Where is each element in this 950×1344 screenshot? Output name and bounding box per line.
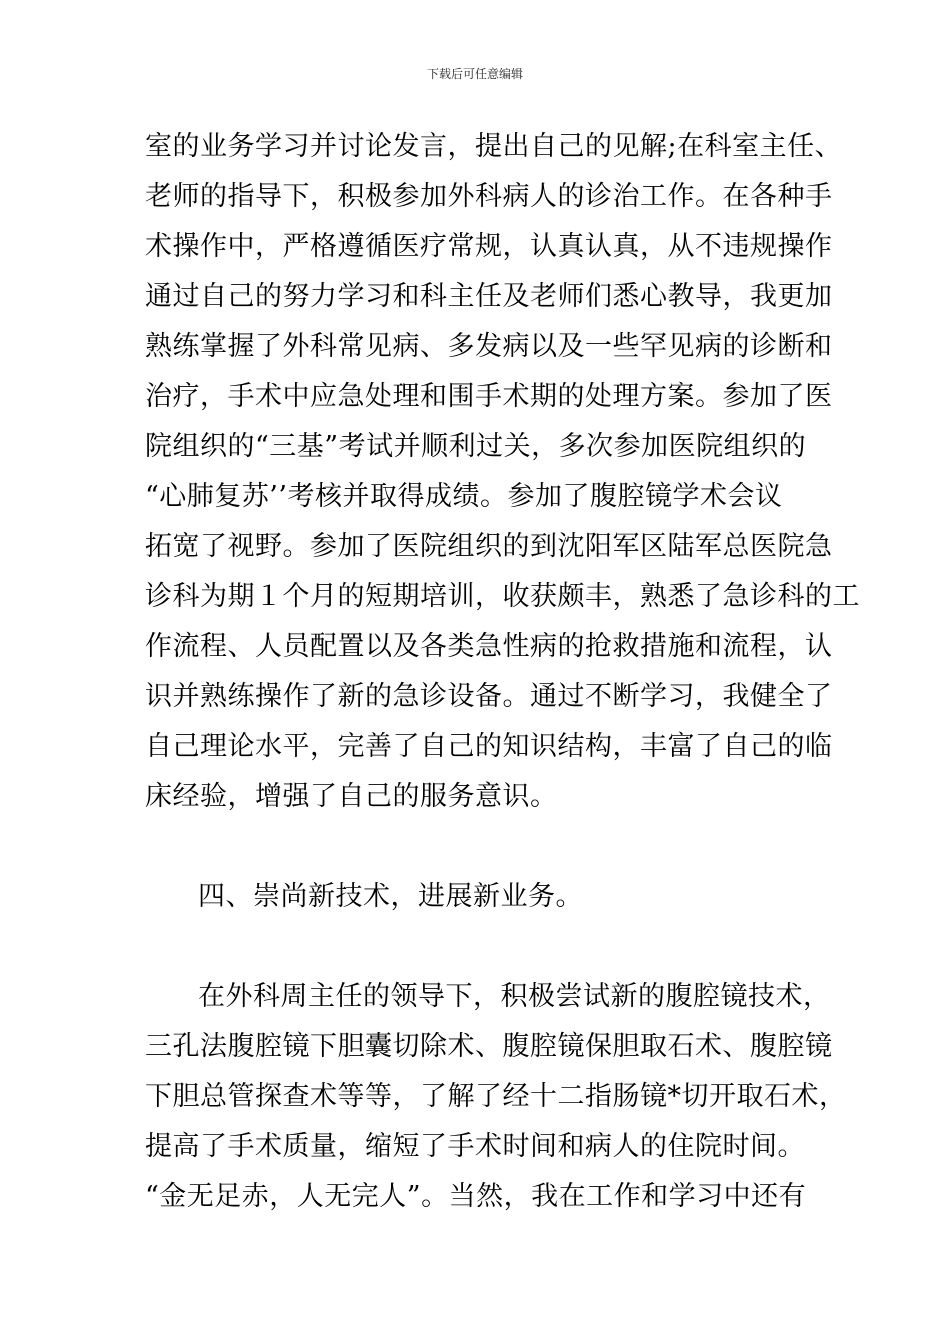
text-line: 诊科为期１个月的短期培训，收获颇丰，熟悉了急诊科的工 (145, 581, 860, 612)
page-header-note: 下载后可任意编辑 (426, 67, 523, 81)
text-line: 院组织的“三基”考试并顺利过关，多次参加医院组织的 (145, 431, 807, 462)
text-line: 三孔法腹腔镜下胆囊切除术、腹腔镜保胆取石术、腹腔镜 (145, 1031, 833, 1062)
text-line: 自己理论水平，完善了自己的知识结构，丰富了自己的临 (145, 731, 833, 762)
section-heading: 四、崇尚新技术，进展新业务。 (198, 881, 583, 912)
text-line: 作流程、人员配置以及各类急性病的抢救措施和流程，认 (145, 631, 833, 662)
text-line: 老师的指导下，积极参加外科病人的诊治工作。在各种手 (145, 181, 833, 212)
text-line: 室的业务学习并讨论发言，提出自己的见解;在科室主任、 (145, 131, 843, 162)
text-line: “金无足赤，人无完人”。当然，我在工作和学习中还有 (145, 1181, 807, 1212)
text-line: 熟练掌握了外科常见病、多发病以及一些罕见病的诊断和 (145, 331, 833, 362)
text-line: 拓宽了视野。参加了医院组织的到沈阳军区陆军总医院急 (145, 531, 833, 562)
text-line: 下胆总管探查术等等，了解了经十二指肠镜*切开取石术， (145, 1081, 847, 1112)
text-line: 术操作中，严格遵循医疗常规，认真认真，从不违规操作 (145, 231, 833, 262)
text-line: “心肺复苏’’考核并取得成绩。参加了腹腔镜学术会议 (145, 481, 783, 512)
text-line: 识并熟练操作了新的急诊设备。通过不断学习，我健全了 (145, 681, 833, 712)
text-line: 提高了手术质量，缩短了手术时间和病人的住院时间。 (145, 1131, 805, 1162)
text-line: 在外科周主任的领导下，积极尝试新的腹腔镜技术， (198, 981, 831, 1012)
text-line: 床经验，增强了自己的服务意识。 (145, 781, 558, 812)
text-line: 治疗，手术中应急处理和围手术期的处理方案。参加了医 (145, 381, 833, 412)
text-line: 通过自己的努力学习和科主任及老师们悉心教导，我更加 (145, 281, 833, 312)
